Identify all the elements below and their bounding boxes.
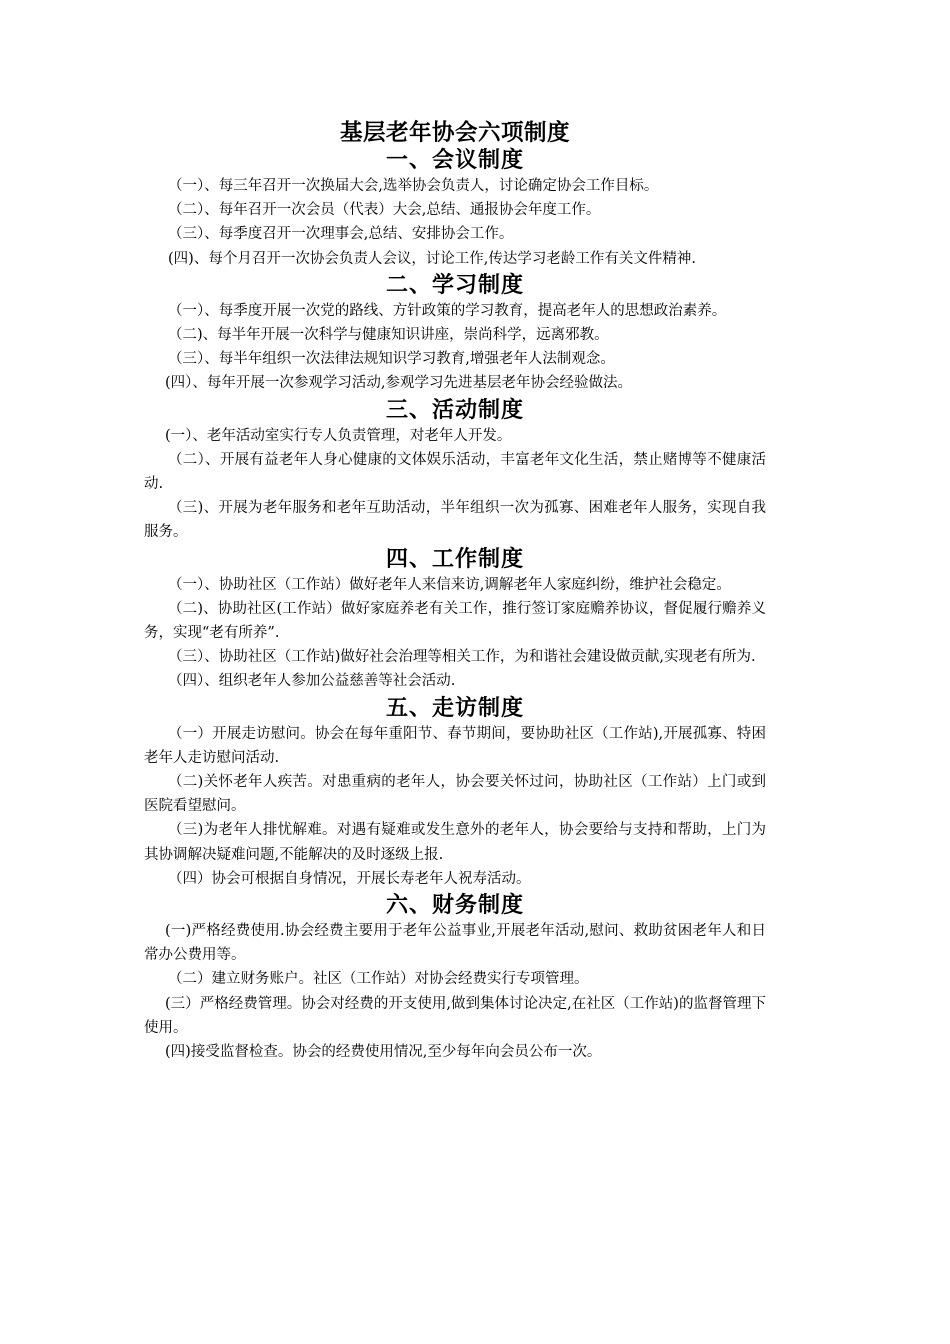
- section-item: （三)、开展为老年服务和老年互助活动，半年组织一次为孤寡、困难老年人服务，实现自我服务。: [144, 500, 766, 541]
- section-item: （三）、每半年组织一次法律法规知识学习教育,增强老年人法制观念。: [168, 351, 615, 368]
- section-item: (一)严格经费使用.协会经费主要用于老年公益事业,开展老年活动,慰问、救助贫困老年人和日常办公费用等。: [144, 923, 766, 964]
- section-item: （一）、协助社区（工作站）做好老年人来信来访,调解老年人家庭纠纷，维护社会稳定。: [168, 576, 731, 593]
- section-study-system: [144, 271, 766, 396]
- section-item: （一）开展走访慰问。协会在每年重阳节、春节期间，要协助社区（工作站),开展孤寡、特困老年人走访慰问活动.: [144, 725, 766, 766]
- section-item: (四)、每个月召开一次协会负责人会议，讨论工作,传达学习老龄工作有关文件精神.: [168, 250, 697, 267]
- section-item: （二）建立财务账户。社区（工作站）对协会经费实行专项管理。: [168, 971, 589, 988]
- section-meeting-system: [144, 146, 766, 271]
- section-item: （三）、每季度召开一次理事会,总结、安排协会工作。: [168, 226, 514, 243]
- section-item: (四）、每年开展一次参观学习活动,参观学习先进基层老年协会经验做法。: [165, 375, 633, 392]
- section-item: （四）协会可根据自身情况，开展长寿老年人祝寿活动。: [168, 870, 531, 887]
- section-item: （三)为老年人排忧解难。对遇有疑难或发生意外的老年人，协会要给与支持和帮助，上门为其协调解决疑难问题,不能解决的及时逐级上报.: [144, 822, 766, 863]
- section-visit-system: [144, 694, 766, 891]
- section-item: （一）、每季度开展一次党的路线、方针政策的学习教育，提高老年人的思想政治素养。: [168, 302, 727, 319]
- section-heading: 三、活动制度: [385, 396, 524, 423]
- section-item: (四)接受监督检查。协会的经费使用情况,至少每年向会员公布一次。: [165, 1044, 602, 1061]
- section-item: （四）、组织老年人参加公益慈善等社会活动.: [168, 673, 456, 690]
- section-item: （一）、每三年召开一次换届大会,选举协会负责人，讨论确定协会工作目标。: [168, 178, 659, 194]
- section-item: （二）、开展有益老年人身心健康的文体娱乐活动，丰富老年文化生活，禁止赌博等不健康活动.: [144, 451, 766, 493]
- section-heading: 六、财务制度: [385, 892, 524, 919]
- section-item: (三）严格经费管理。协会对经费的开支使用,做到集体讨论决定,在社区（工作站)的监督管理下使用。: [144, 995, 766, 1036]
- section-item: （二)、协助社区(工作站）做好家庭养老有关工作，推行签订家庭赡养协议，督促履行赡养义务，实现“老有所养”.: [144, 600, 766, 642]
- section-item: （二)、每半年开展一次科学与健康知识讲座，崇尚科学，远离邪教。: [168, 327, 609, 344]
- section-item: （二）、每年召开一次会员（代表）大会,总结、通报协会年度工作。: [168, 202, 601, 219]
- section-heading: 二、学习制度: [385, 271, 524, 298]
- section-item: （二)关怀老年人疾苦。对患重病的老年人，协会要关怀过问，协助社区（工作站）上门或到医院看望慰问。: [144, 774, 766, 815]
- document-body: [144, 118, 766, 1064]
- section-item: (一）、老年活动室实行专人负责管理，对老年人开发。: [165, 427, 512, 444]
- section-work-system: [144, 545, 766, 694]
- section-heading: 四、工作制度: [385, 545, 524, 572]
- section-heading: 一、会议制度: [385, 147, 524, 173]
- section-activity-system: [144, 396, 766, 545]
- document-title: 基层老年协会六项制度: [339, 120, 570, 146]
- section-item: （三）、协助社区（工作站)做好社会治理等相关工作，为和谐社会建设做贡献,实现老有所为.: [168, 649, 756, 666]
- section-finance-system: [144, 891, 766, 1064]
- section-heading: 五、走访制度: [385, 694, 524, 721]
